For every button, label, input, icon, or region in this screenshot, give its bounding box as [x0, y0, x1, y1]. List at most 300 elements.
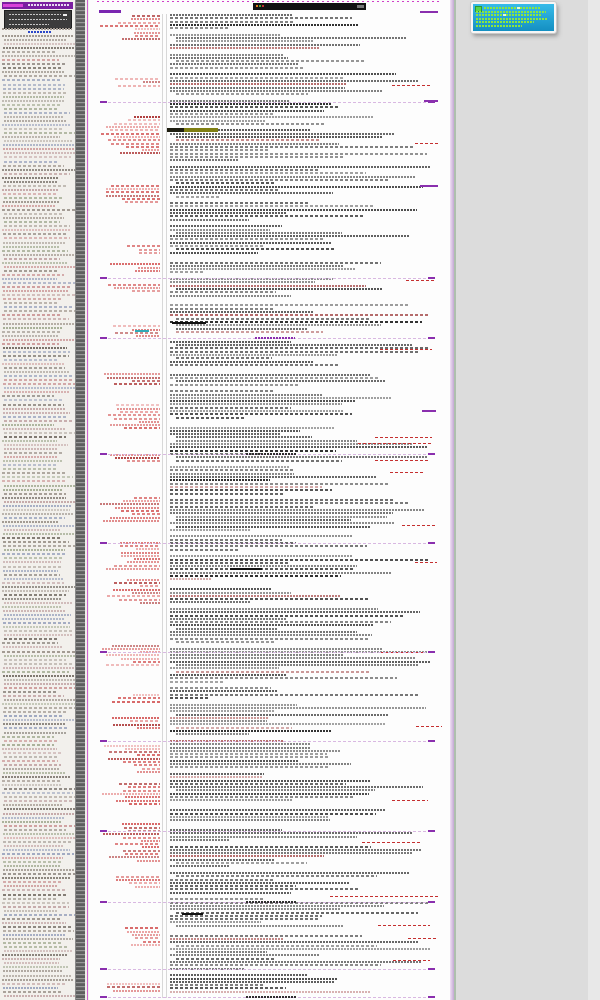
index-row[interactable] [2, 642, 58, 644]
index-row[interactable] [4, 764, 61, 766]
index-row[interactable] [3, 541, 69, 543]
index-row[interactable] [4, 549, 65, 551]
index-row[interactable] [4, 578, 64, 580]
index-row[interactable] [4, 756, 59, 758]
index-row[interactable] [2, 954, 68, 956]
index-row[interactable] [3, 695, 64, 697]
index-row[interactable] [2, 817, 64, 819]
index-row[interactable] [3, 691, 57, 693]
index-row[interactable] [3, 926, 71, 928]
index-row[interactable] [2, 889, 65, 891]
index-row[interactable] [4, 659, 66, 661]
index-row[interactable] [4, 302, 58, 304]
index-row[interactable] [3, 282, 77, 284]
index-row[interactable] [4, 359, 59, 361]
index-row[interactable] [4, 266, 76, 268]
index-row[interactable] [4, 529, 61, 531]
index-row[interactable] [3, 719, 76, 721]
index-row[interactable] [4, 493, 66, 495]
index-row[interactable] [2, 278, 57, 280]
nav-rule-link[interactable] [428, 651, 435, 653]
index-row[interactable] [3, 84, 65, 86]
nav-rule-link[interactable] [100, 901, 107, 903]
index-row[interactable] [3, 505, 71, 507]
status-window-lines [473, 4, 554, 31]
index-row[interactable] [3, 318, 69, 320]
index-row[interactable] [2, 553, 65, 555]
index-row[interactable] [3, 861, 63, 863]
index-row[interactable] [2, 177, 59, 179]
nav-rule-link[interactable] [428, 996, 435, 998]
index-row[interactable] [3, 833, 75, 835]
index-row[interactable] [2, 853, 74, 855]
index-row[interactable] [2, 744, 54, 746]
index-row[interactable] [4, 310, 75, 312]
index-row[interactable] [3, 849, 70, 851]
index-row[interactable] [3, 881, 62, 883]
index-row[interactable] [4, 152, 75, 154]
red-text-line [402, 525, 437, 526]
frame-divider [87, 0, 88, 1000]
index-row[interactable] [2, 748, 57, 750]
index-row[interactable] [4, 679, 79, 681]
status-text-line [476, 11, 546, 13]
index-row[interactable] [4, 258, 60, 260]
index-row[interactable] [4, 699, 80, 701]
visited-link[interactable] [422, 410, 436, 412]
index-row[interactable] [4, 740, 58, 742]
index-row[interactable] [4, 112, 70, 114]
index-row[interactable] [3, 246, 60, 248]
index-row[interactable] [2, 209, 76, 211]
index-row[interactable] [3, 193, 58, 195]
index-row[interactable] [2, 314, 60, 316]
index-row[interactable] [4, 375, 72, 377]
index-row[interactable] [3, 509, 70, 511]
index-row[interactable] [4, 687, 77, 689]
index-row[interactable] [4, 387, 79, 389]
nav-rule-link[interactable] [100, 542, 107, 544]
index-row[interactable] [3, 323, 78, 325]
index-row[interactable] [4, 116, 63, 118]
index-row[interactable] [2, 331, 61, 333]
index-row[interactable] [4, 829, 66, 831]
index-row[interactable] [4, 715, 62, 717]
index-row[interactable] [4, 727, 69, 729]
index-row[interactable] [4, 371, 70, 373]
index-row[interactable] [4, 75, 78, 77]
index-row[interactable] [2, 582, 64, 584]
index-row[interactable] [3, 144, 74, 146]
nav-rule-line [108, 543, 427, 544]
index-row[interactable] [4, 448, 58, 450]
nav-rule-link[interactable] [100, 337, 107, 339]
nav-rule-text [246, 901, 296, 903]
index-row[interactable] [4, 634, 73, 636]
index-row[interactable] [2, 590, 69, 592]
red-text-line [393, 960, 430, 961]
index-row[interactable] [4, 962, 59, 964]
index-header-row [2, 35, 74, 37]
red-text-line [330, 896, 438, 897]
index-row[interactable] [2, 497, 66, 499]
red-text-line [390, 472, 425, 473]
index-row[interactable] [3, 545, 77, 547]
index-row[interactable] [2, 363, 65, 365]
index-row[interactable] [4, 788, 77, 790]
index-row[interactable] [3, 752, 62, 754]
index-row[interactable] [2, 63, 65, 65]
nav-rule-link[interactable] [100, 830, 107, 832]
nav-rule-link[interactable] [428, 542, 435, 544]
index-row[interactable] [2, 424, 54, 426]
index-row[interactable] [3, 339, 75, 341]
index-row[interactable] [4, 221, 60, 223]
index-row[interactable] [4, 108, 57, 110]
index-row[interactable] [4, 213, 64, 215]
index-row[interactable] [2, 169, 75, 171]
selection-highlight [184, 128, 218, 132]
index-row[interactable] [3, 667, 79, 669]
index-row[interactable] [2, 229, 71, 231]
index-row[interactable] [3, 464, 56, 466]
index-row[interactable] [2, 902, 69, 904]
nav-rule-line [108, 831, 427, 832]
index-row[interactable] [2, 395, 54, 397]
index-row[interactable] [3, 351, 70, 353]
index-row[interactable] [2, 136, 60, 138]
index-row[interactable] [3, 298, 63, 300]
index-row[interactable] [3, 460, 62, 462]
index-row[interactable] [3, 930, 74, 932]
index-row[interactable] [2, 71, 64, 73]
index-row[interactable] [4, 456, 57, 458]
index-row[interactable] [3, 92, 68, 94]
red-text-line [362, 842, 420, 843]
red-text-line [380, 349, 432, 350]
index-row[interactable] [2, 480, 65, 482]
thread-index-frame[interactable] [0, 0, 90, 1000]
index-row[interactable] [4, 197, 63, 199]
index-row[interactable] [2, 476, 73, 478]
index-row[interactable] [4, 914, 79, 916]
index-row[interactable] [3, 412, 70, 414]
index-row[interactable] [3, 533, 79, 535]
index-row[interactable] [4, 156, 71, 158]
index-row[interactable] [4, 181, 58, 183]
index-row[interactable] [4, 808, 80, 810]
index-row[interactable] [4, 638, 58, 640]
index-row[interactable] [3, 355, 69, 357]
index-row[interactable] [3, 185, 67, 187]
status-text-speck [517, 7, 520, 9]
index-row[interactable] [2, 189, 59, 191]
index-row[interactable] [3, 525, 76, 527]
index-row[interactable] [4, 574, 60, 576]
index-row[interactable] [4, 140, 73, 142]
index-row[interactable] [3, 254, 74, 256]
index-row[interactable] [4, 43, 76, 45]
index-row[interactable] [4, 800, 74, 802]
nav-rule-link[interactable] [428, 277, 435, 279]
index-row[interactable] [4, 946, 68, 948]
nav-rule-link[interactable] [100, 740, 107, 742]
index-row[interactable] [2, 335, 58, 337]
cyan-text-fragment [135, 330, 149, 332]
index-row[interactable] [2, 671, 69, 673]
index-row[interactable] [3, 987, 58, 989]
index-row[interactable] [2, 877, 70, 879]
index-row[interactable] [3, 347, 67, 349]
status-text-line [484, 7, 540, 9]
index-row[interactable] [2, 286, 70, 288]
index-row[interactable] [3, 570, 58, 572]
red-text-line [375, 437, 432, 438]
visited-link[interactable] [420, 11, 438, 13]
index-row[interactable] [2, 55, 77, 57]
index-row[interactable] [2, 918, 61, 920]
bold-text-segment [230, 568, 262, 570]
index-row[interactable] [3, 290, 68, 292]
index-row[interactable] [3, 468, 58, 470]
index-row[interactable] [4, 452, 64, 454]
index-row[interactable] [2, 440, 57, 442]
bold-text-segment [172, 322, 206, 324]
nav-rule-line [108, 969, 427, 970]
index-row[interactable] [4, 270, 58, 272]
nav-rule-link[interactable] [100, 277, 107, 279]
index-row[interactable] [4, 391, 70, 393]
index-row[interactable] [4, 485, 79, 487]
nav-rule-text [246, 996, 296, 998]
index-row[interactable] [4, 663, 73, 665]
index-row[interactable] [4, 655, 78, 657]
index-row[interactable] [3, 898, 58, 900]
index-row[interactable] [4, 885, 58, 887]
index-row[interactable] [2, 651, 76, 653]
index-row[interactable] [3, 165, 64, 167]
index-row[interactable] [2, 51, 55, 53]
index-row[interactable] [2, 606, 61, 608]
index-row[interactable] [3, 561, 61, 563]
nav-rule-link[interactable] [428, 453, 435, 455]
index-row[interactable] [3, 942, 61, 944]
index-row[interactable] [3, 975, 71, 977]
red-text-line [378, 925, 430, 926]
index-row[interactable] [2, 79, 62, 81]
nav-rule-link[interactable] [428, 901, 435, 903]
index-row[interactable] [3, 841, 73, 843]
index-row[interactable] [2, 586, 77, 588]
index-row[interactable] [4, 683, 80, 685]
index-row[interactable] [2, 274, 64, 276]
index-row[interactable] [4, 379, 72, 381]
index-row[interactable] [3, 711, 68, 713]
nav-rule-link[interactable] [100, 101, 107, 103]
index-row[interactable] [3, 813, 74, 815]
index-row[interactable] [4, 39, 66, 41]
index-row[interactable] [2, 983, 65, 985]
index-row[interactable] [2, 521, 59, 523]
index-row[interactable] [3, 242, 65, 244]
index-row[interactable] [2, 104, 61, 106]
index-row[interactable] [3, 96, 64, 98]
index-row[interactable] [4, 173, 70, 175]
index-row[interactable] [3, 416, 66, 418]
index-row[interactable] [3, 489, 62, 491]
nav-rule-link[interactable] [100, 996, 107, 998]
index-row[interactable] [3, 804, 62, 806]
index-row[interactable] [3, 327, 62, 329]
index-row[interactable] [4, 995, 76, 997]
index-row[interactable] [2, 59, 59, 61]
index-row[interactable] [3, 646, 62, 648]
index-row[interactable] [4, 436, 66, 438]
index-row[interactable] [2, 736, 54, 738]
index-row[interactable] [3, 47, 77, 49]
index-row[interactable] [3, 894, 68, 896]
index-row[interactable] [2, 250, 68, 252]
index-row[interactable] [2, 294, 77, 296]
index-row[interactable] [3, 148, 77, 150]
index-row[interactable] [3, 873, 79, 875]
index-row[interactable] [4, 367, 65, 369]
red-text-line [392, 800, 428, 801]
index-row[interactable] [4, 630, 73, 632]
index-row[interactable] [2, 618, 64, 620]
index-row[interactable] [3, 566, 62, 568]
index-row[interactable] [3, 67, 62, 69]
nav-rule-link[interactable] [428, 337, 435, 339]
index-row[interactable] [4, 837, 78, 839]
index-row[interactable] [4, 517, 65, 519]
index-row[interactable] [4, 602, 72, 604]
page-edge-strip [588, 0, 600, 1000]
index-row[interactable] [4, 594, 66, 596]
red-text-line [375, 460, 430, 461]
message-frame[interactable] [89, 0, 450, 1000]
index-row[interactable] [4, 614, 71, 616]
index-row[interactable] [2, 776, 71, 778]
index-row[interactable] [3, 675, 74, 677]
index-row[interactable] [4, 910, 57, 912]
visited-link[interactable] [420, 185, 438, 187]
index-row[interactable] [3, 970, 63, 972]
mini-status-window[interactable] [471, 2, 556, 33]
index-row[interactable] [3, 772, 66, 774]
index-row[interactable] [3, 768, 60, 770]
nav-rule-link[interactable] [428, 830, 435, 832]
index-row[interactable] [3, 906, 69, 908]
index-row[interactable] [4, 225, 70, 227]
status-text-line [476, 18, 547, 20]
index-row[interactable] [4, 420, 72, 422]
index-row[interactable] [4, 796, 79, 798]
red-text-line [415, 143, 440, 144]
status-text-line [476, 25, 522, 27]
index-row[interactable] [2, 922, 66, 924]
nav-rule-link[interactable] [100, 651, 107, 653]
index-row[interactable] [2, 784, 62, 786]
nav-rule-link[interactable] [100, 453, 107, 455]
index-row[interactable] [3, 88, 64, 90]
index-row[interactable] [2, 857, 63, 859]
index-row[interactable] [4, 501, 77, 503]
index-row[interactable] [2, 958, 60, 960]
nav-rule-link[interactable] [100, 968, 107, 970]
index-row[interactable] [4, 825, 75, 827]
index-row[interactable] [2, 262, 67, 264]
index-row[interactable] [2, 537, 62, 539]
index-row[interactable] [4, 444, 68, 446]
index-row[interactable] [4, 399, 63, 401]
index-row[interactable] [2, 598, 62, 600]
index-row[interactable] [4, 707, 75, 709]
index-row[interactable] [3, 428, 65, 430]
index-row[interactable] [3, 934, 65, 936]
index-row[interactable] [3, 201, 60, 203]
index-row[interactable] [4, 161, 58, 163]
red-text-line [392, 85, 432, 86]
index-row[interactable] [3, 869, 76, 871]
index-row[interactable] [3, 938, 73, 940]
index-row[interactable] [3, 723, 66, 725]
index-scrollbar[interactable] [75, 0, 85, 1000]
index-row[interactable] [4, 120, 66, 122]
red-text-line [358, 443, 432, 444]
index-row[interactable] [4, 845, 63, 847]
index-row[interactable] [3, 626, 70, 628]
index-row[interactable] [3, 404, 64, 406]
index-row[interactable] [4, 237, 70, 239]
red-text-line [416, 726, 442, 727]
index-row[interactable] [4, 306, 73, 308]
index-row[interactable] [3, 966, 69, 968]
index-row[interactable] [4, 865, 61, 867]
index-row[interactable] [2, 205, 56, 207]
red-text-line [415, 562, 437, 563]
index-row[interactable] [4, 128, 62, 130]
index-row[interactable] [2, 703, 76, 705]
index-row[interactable] [3, 233, 68, 235]
nav-rule-link[interactable] [428, 968, 435, 970]
index-row[interactable] [4, 557, 64, 559]
index-row[interactable] [4, 950, 73, 952]
index-row[interactable] [3, 622, 70, 624]
index-row[interactable] [3, 383, 79, 385]
index-row[interactable] [2, 100, 65, 102]
index-row[interactable] [2, 780, 61, 782]
index-row[interactable] [4, 432, 77, 434]
index-row[interactable] [2, 472, 66, 474]
index-row[interactable] [2, 513, 74, 515]
index-row[interactable] [2, 792, 73, 794]
index-row[interactable] [3, 217, 64, 219]
index-row[interactable] [2, 124, 70, 126]
index-row[interactable] [3, 610, 66, 612]
index-row[interactable] [2, 979, 73, 981]
index-row[interactable] [2, 343, 59, 345]
nav-rule-link[interactable] [428, 101, 435, 103]
index-row[interactable] [2, 760, 58, 762]
index-row[interactable] [4, 732, 66, 734]
nav-rule-link[interactable] [428, 740, 435, 742]
nav-rule-text [255, 337, 295, 339]
index-row[interactable] [3, 408, 66, 410]
index-row[interactable] [3, 991, 62, 993]
index-row[interactable] [2, 821, 61, 823]
index-row[interactable] [4, 132, 79, 134]
